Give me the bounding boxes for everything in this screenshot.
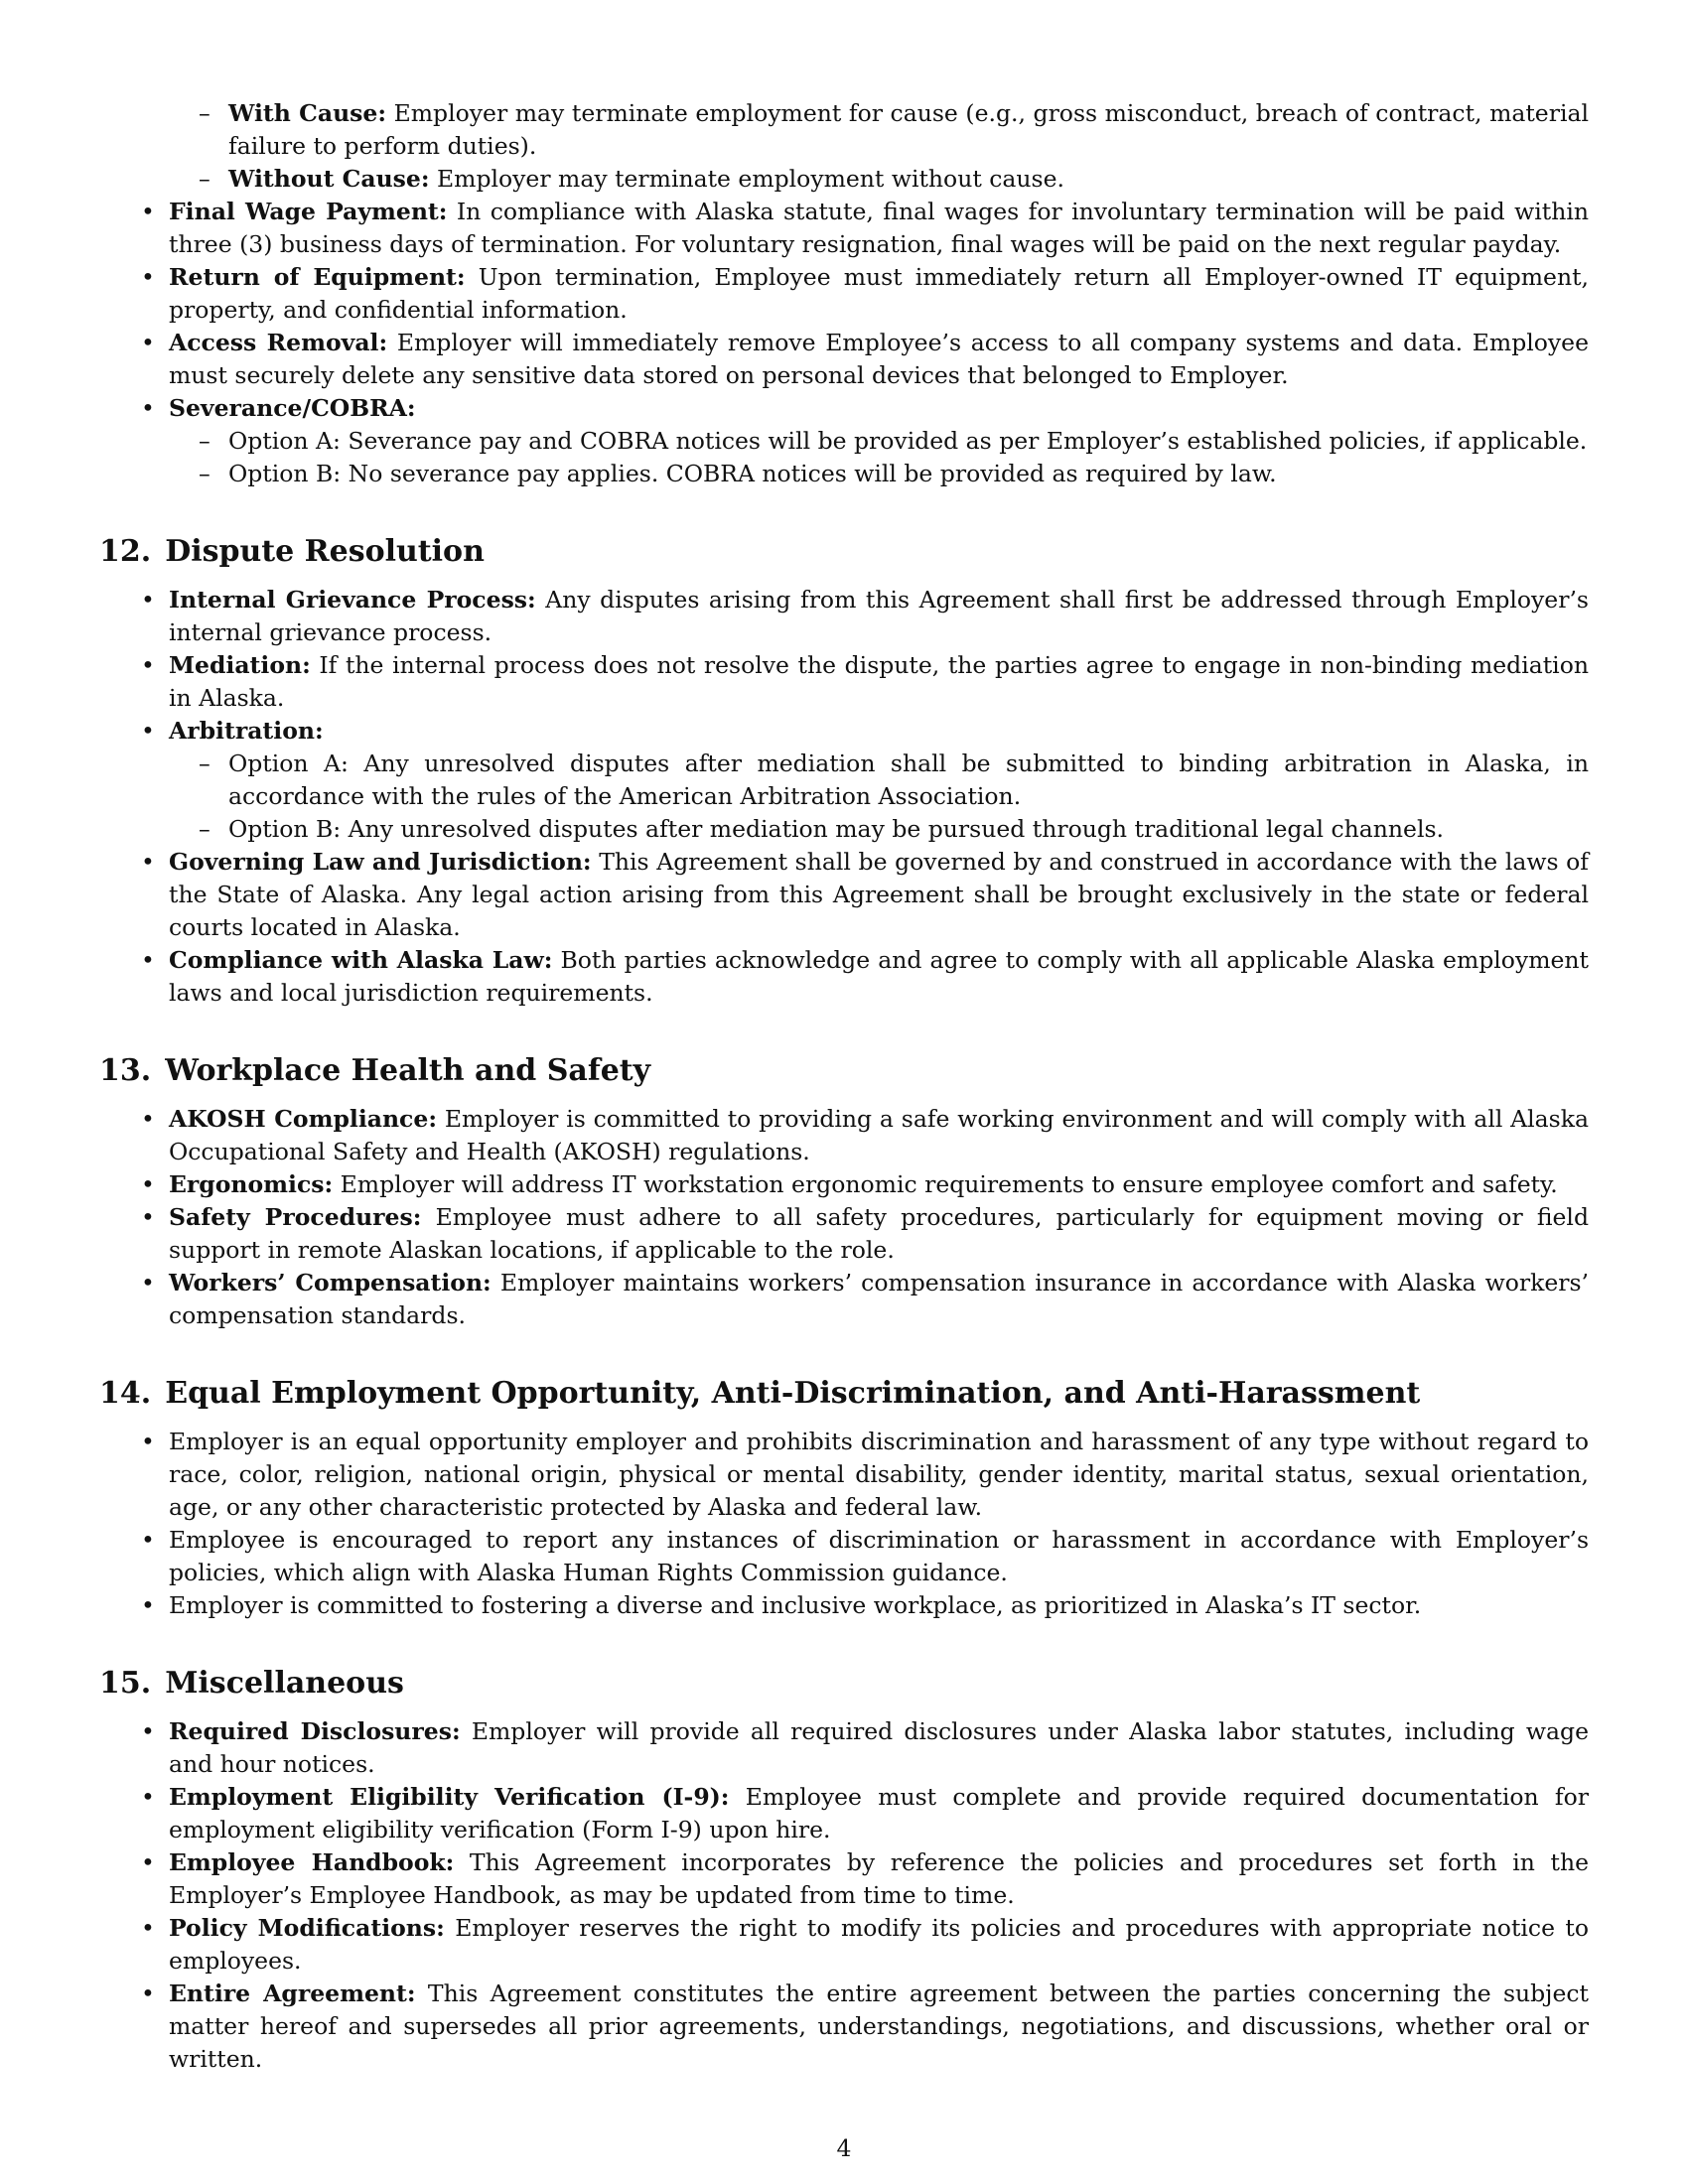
list-item-safety-procedures: • Safety Procedures: Employee must adhere to all safety procedures, particularly for equipment moving or field support in remote Alaskan locations, if applicable to the role. — [99, 1201, 1589, 1267]
document-page — [99, 97, 1589, 2076]
list-item-diversity: • Employer is committed to fostering a diverse and inclusive workplace, as prioritized in Alaska’s IT sector. — [99, 1589, 1589, 1622]
severance-option-a: – Option A: Severance pay and COBRA notices will be provided as per Employer’s established policies, if applicable. — [169, 425, 1589, 458]
termination-cause-list — [99, 97, 1589, 196]
list-item-compliance-alaska: • Compliance with Alaska Law: Both parties acknowledge and agree to comply with all applicable Alaska employment laws and local jurisdiction requirements. — [99, 944, 1589, 1010]
list-item-akosh: • AKOSH Compliance: Employer is committed to providing a safe working environment and will comply with all Alaska Occupational Safety and Health (AKOSH) regulations. — [99, 1103, 1589, 1168]
page-number: 4 — [836, 2134, 852, 2162]
list-item-report-discrimination: • Employee is encouraged to report any instances of discrimination or harassment in accordance with Employer’s policies, which align with Alaska Human Rights Commission guidance. — [99, 1524, 1589, 1589]
section-14-heading: 14. Equal Employment Opportunity, Anti-Discrimination, and Anti-Harassment — [99, 1376, 1421, 1411]
section-12-list — [99, 584, 1589, 1010]
list-item-mediation: • Mediation: If the internal process does not resolve the dispute, the parties agree to engage in non-binding mediation in Alaska. — [99, 649, 1589, 715]
severance-option-b: – Option B: No severance pay applies. COBRA notices will be provided as required by law. — [169, 458, 1589, 490]
section-13-heading: 13. Workplace Health and Safety — [99, 1053, 651, 1088]
list-item-employee-handbook: • Employee Handbook: This Agreement incorporates by reference the policies and procedures set forth in the Employer’s Employee Handbook, as may be updated from time to time. — [99, 1846, 1589, 1912]
list-item-severance: • Severance/COBRA: – Option A: Severance pay and COBRA notices will be provided as per Employer’s established policies, if applicable. – Option B: No severance pay applies. COBRA notices will be provided as required by law. — [99, 392, 1589, 490]
section-14-list — [99, 1426, 1589, 1622]
arbitration-option-b: – Option B: Any unresolved disputes after mediation may be pursued through traditional legal channels. — [169, 813, 1589, 846]
list-item-governing-law: • Governing Law and Jurisdiction: This Agreement shall be governed by and construed in accordance with the laws of the State of Alaska. Any legal action arising from this Agreement shall be brought exclusively in the state or federal courts located in Alaska. — [99, 846, 1589, 944]
list-item-access-removal: • Access Removal: Employer will immediately remove Employee’s access to all company systems and data. Employee must securely delete any sensitive data stored on personal devices that belonged to Employer. — [99, 327, 1589, 392]
section-15-list — [99, 1715, 1589, 2076]
list-item-with-cause: – With Cause: Employer may terminate employment for cause (e.g., gross misconduct, breach of contract, material failure to perform duties). — [99, 97, 1589, 163]
section-13-list — [99, 1103, 1589, 1332]
list-item-internal-grievance: • Internal Grievance Process: Any disputes arising from this Agreement shall first be addressed through Employer’s internal grievance process. — [99, 584, 1589, 649]
section-15-heading: 15. Miscellaneous — [99, 1666, 404, 1701]
list-item-required-disclosures: • Required Disclosures: Employer will provide all required disclosures under Alaska labor statutes, including wage and hour notices. — [99, 1715, 1589, 1781]
section-12-heading: 12. Dispute Resolution — [99, 534, 485, 569]
list-item-entire-agreement: • Entire Agreement: This Agreement constitutes the entire agreement between the parties concerning the subject matter hereof and supersedes all prior agreements, understandings, negotiations, and discussions, whether oral or written. — [99, 1978, 1589, 2076]
list-item-i9: • Employment Eligibility Verification (I-9): Employee must complete and provide required documentation for employment eligibility verification (Form I-9) upon hire. — [99, 1781, 1589, 1846]
arbitration-options — [169, 748, 1589, 846]
list-item-workers-comp: • Workers’ Compensation: Employer maintains workers’ compensation insurance in accordance with Alaska workers’ compensation standards. — [99, 1267, 1589, 1332]
termination-list — [99, 196, 1589, 490]
list-item-policy-modifications: • Policy Modifications: Employer reserves the right to modify its policies and procedures with appropriate notice to employees. — [99, 1912, 1589, 1978]
severance-options — [169, 425, 1589, 490]
list-item-arbitration: • Arbitration: – Option A: Any unresolved disputes after mediation shall be submitted to binding arbitration in Alaska, in accordance with the rules of the American Arbitration Association. – Option B: Any unresolved disputes after mediation may be pursued through traditional legal channels. — [99, 715, 1589, 846]
list-item-eeo: • Employer is an equal opportunity employer and prohibits discrimination and harassment of any type without regard to race, color, religion, national origin, physical or mental disability, gender identity, marital status, sexual orientation, age, or any other characteristic protected by Alaska and federal law. — [99, 1426, 1589, 1524]
list-item-final-wage: • Final Wage Payment: In compliance with Alaska statute, final wages for involuntary termination will be paid within three (3) business days of termination. For voluntary resignation, final wages will be paid on the next regular payday. — [99, 196, 1589, 261]
arbitration-option-a: – Option A: Any unresolved disputes after mediation shall be submitted to binding arbitration in Alaska, in accordance with the rules of the American Arbitration Association. — [169, 748, 1589, 813]
list-item-ergonomics: • Ergonomics: Employer will address IT workstation ergonomic requirements to ensure employee comfort and safety. — [99, 1168, 1589, 1201]
list-item-without-cause: – Without Cause: Employer may terminate employment without cause. — [99, 163, 1589, 196]
list-item-return-equipment: • Return of Equipment: Upon termination, Employee must immediately return all Employer-owned IT equipment, property, and confidential information. — [99, 261, 1589, 327]
